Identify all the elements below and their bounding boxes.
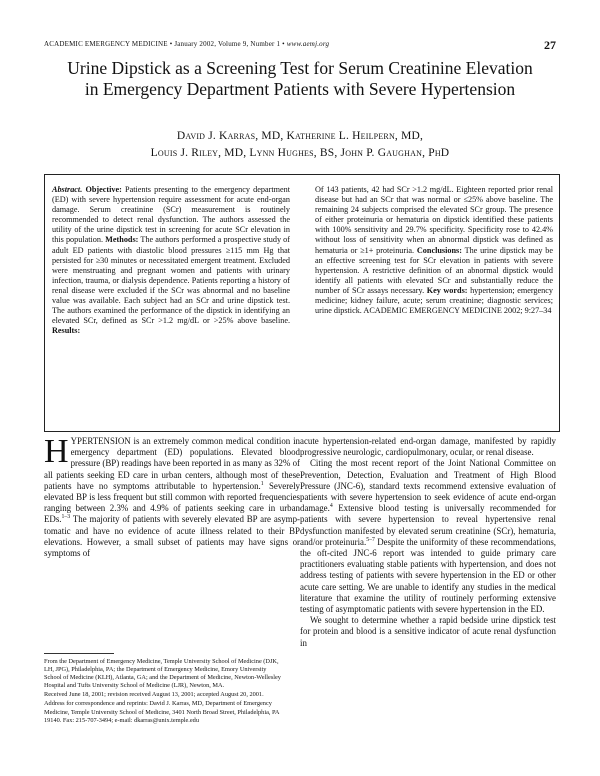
author-list (60, 128, 540, 162)
results-label: Results: (52, 326, 81, 336)
body-paragraph: We sought to determine whether a rapid bedside urine dipstick test for protein and blood is a sensitive indicator of acute renal dysfunction in (300, 615, 556, 648)
results-text: Of 143 patients, 42 had SCr >1.2 mg/dL. Eighteen reported prior renal disease but had an SCr that was normal or ≤25% above baseline. The remaining 24 subjects comprised the elevated SCr group. The presence of either proteinuria or hematuria on dipstick identified these patients with 100% sensitivity and 29.7% specificity. Specificity rose to 42.4% without loss of sensitivity when an abnormal dipstick was defined as hematuria or ≥1+ proteinuria. (315, 185, 553, 255)
citation-ref[interactable]: 4 (329, 503, 333, 510)
footnotes (44, 658, 284, 726)
body-column-right (300, 436, 556, 649)
conclusions-text: The urine dipstick may be an effective screening test for SCr elevation in patients with severe hypertension. A restrictive definition of an abnormal dipstick would identify all patients with elevated SCr and substantially reduce the number of SCr assays necessary. (315, 245, 554, 295)
body-paragraph (300, 458, 556, 615)
intro-paragraph: YPERTENSION is an extremely common medical condition in emergency department (ED) populations. Elevated blood pressure (BP) readings have been reported in as many as 32% of all patients seeking ED care in urban centers, although most of these patients have no symptoms attributable to hypertension. (44, 436, 300, 491)
body-text: Despite the uniformity of these recommendations, the oft-cited JNC-6 report was intended to guide primary care practitioners evaluating stable patients with hypertension, and does not address testing of patients with severe hypertension in the ED or other acute care setting. We are unable to identify any studies in the medical literature that examine the utility of routinely performing extensive testing of asymptomatic patients with severe hypertension in the ED. (300, 536, 557, 615)
citation-ref[interactable]: 1–3 (61, 514, 71, 521)
abstract-column-right (315, 185, 553, 316)
intro-paragraph-cont: Severely elevated BP is less frequent but still common with reported frequencies ranging between 2.3% and 4.9% of patients seeking care in urban EDs. (44, 480, 300, 525)
author-line: Louis J. Riley, MD, Lynn Hughes, BS, John P. Gaughan, PhD (150, 147, 450, 159)
conclusions-label: Conclusions: (416, 245, 462, 255)
bullet-separator: • (169, 40, 175, 48)
objective-label: Objective: (85, 185, 122, 194)
methods-label: Methods: (105, 235, 139, 245)
running-head (44, 38, 556, 52)
methods-text: The authors performed a prospective study of adult ED patients with diastolic blood pressures ≥115 mm Hg that persisted for ≥30 minutes or necessitated emergent treatment. Excluded were menstruating and pregnant women and patients with urinary infection, trauma, or dialysis dependence. Patients reporting a history of renal disease were excluded if the SCr was abnormal and no baseline value was available. Each subject had an SCr and urine dipstick test. The authors examined the performance of the dipstick in identifying an elevated SCr, defined as SCr >1.2 mg/dL or >25% above baseline. (52, 235, 291, 326)
body-paragraph: acute hypertension-related end-organ damage, manifested by rapidly progressive neurologic, cardiopulmonary, ocular, or renal disease. (300, 436, 556, 458)
intro-paragraph-cont: The majority of patients with severely elevated BP are asymptomatic and have no evidence of acute illness related to their BP elevations. However, a small subset of patients may have signs or symptoms of (44, 514, 300, 559)
running-head-citation (44, 40, 329, 48)
bullet-separator: • (282, 40, 287, 48)
affiliation-note: From the Department of Emergency Medicine, Temple University School of Medicine (DJK, LH, JPG), Philadelphia, PA; the Department of Emergency Medicine, Emory University School of Medicine (KLH), Atlanta, GA; and the Department of Medicine, Newton-Wellesley Hospital and Tufts University School of Medicine (LJR), Newton, MA. (44, 658, 281, 690)
footnote-divider (44, 653, 114, 654)
journal-url[interactable]: www.aemj.org (286, 40, 330, 48)
abstract-column-left (52, 185, 290, 336)
objective-text: Patients presenting to the emergency department (ED) with severe hypertension require assessment for acute end-organ damage. Serum creatinine (SCr) measurement is routinely recommended to detect renal dysfunction. The authors assessed the utility of the urine dipstick test in screening for acute SCr elevation in this population. (52, 185, 291, 245)
page-number: 27 (544, 38, 556, 52)
journal-name: ACADEMIC EMERGENCY MEDICINE (44, 40, 168, 48)
keywords-label: Key words: (426, 285, 468, 295)
citation-ref[interactable]: 1 (260, 480, 264, 487)
issue-info: January 2002, Volume 9, Number 1 (174, 40, 281, 48)
article-title: Urine Dipstick as a Screening Test for Serum Creatinine Elevation in Emergency Department Patients with Severe Hypertension (67, 58, 533, 99)
body-text: Citing the most recent report of the Joint National Committee on Prevention, Detection, Evaluation and Treatment of High Blood Pressure (JNC-6), standard texts recommend extensive evaluation of patients with severe hypertension to seek evidence of acute end-organ damage. (300, 458, 556, 514)
abstract-label: Abstract. (52, 185, 83, 194)
keywords-text: hypertension; emergency medicine; kidney failure, acute; serum creatinine; diagnostic services; urine dipstick. ACADEMIC EMERGENCY MEDICINE 2002; 9:27–34 (315, 285, 553, 316)
drop-cap: H (44, 433, 69, 470)
abstract-box (44, 174, 560, 432)
body-text: Extensive blood testing is universally recommended for patients with severe hypertension to reveal hypertensive renal dysfunction manifested by elevated serum creatinine (SCr), hematuria, and/or proteinuria. (300, 503, 556, 547)
received-note: Received June 18, 2001; revision received August 13, 2001; accepted August 20, 2001. (44, 691, 264, 699)
author-line: David J. Karras, MD, Katherine L. Heilpern, MD, (176, 130, 424, 142)
correspondence-note: Address for correspondence and reprints: David J. Karras, MD, Department of Emergency Medicine, Temple University School of Medicine, 3401 North Broad Street, Philadelphia, PA 19140. Fax: 215-707-3494; e-mail: dkarras@unix.temple.edu (44, 700, 280, 724)
body-column-left (44, 433, 300, 559)
citation-ref[interactable]: 5–7 (366, 536, 375, 543)
